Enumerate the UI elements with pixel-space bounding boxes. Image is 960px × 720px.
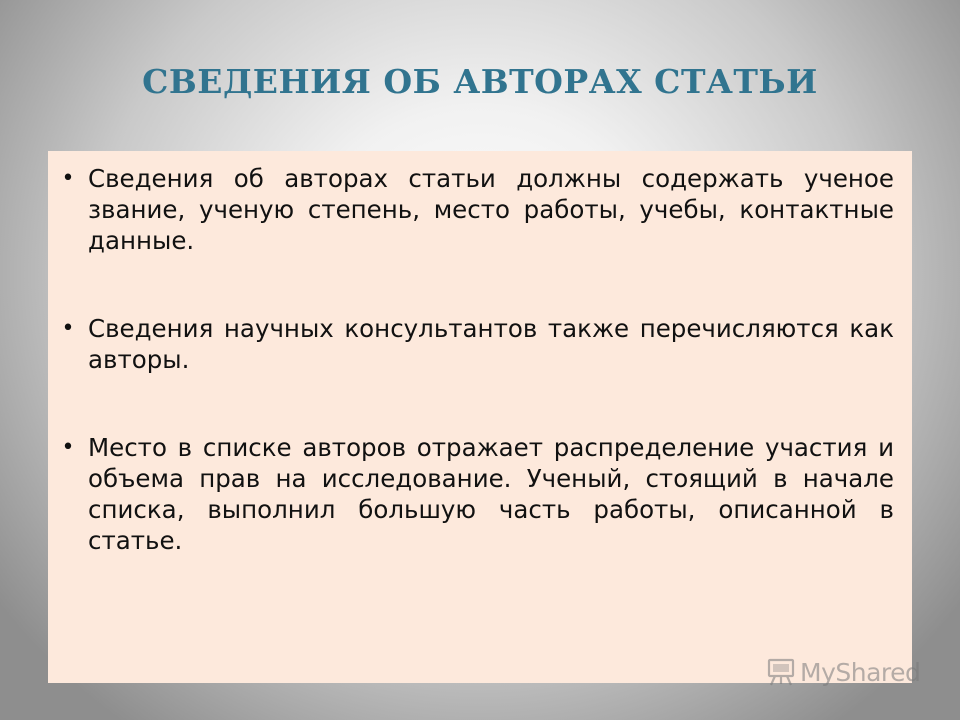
bullet-dot: • (61, 435, 75, 460)
bullet-dot: • (61, 316, 75, 341)
bullet-list (61, 163, 894, 556)
bullet-item (61, 313, 894, 375)
slide-title: СВЕДЕНИЯ ОБ АВТОРАХ СТАТЬИ (142, 62, 818, 101)
bullet-text: Сведения научных консультантов также перечисляются как авторы. (88, 314, 894, 374)
watermark (766, 655, 920, 689)
bullet-dot: • (61, 166, 75, 191)
bullet-text: Сведения об авторах статьи должны содержать ученое звание, ученую степень, место работы, учебы, контактные данные. (88, 164, 894, 255)
bullet-text: Место в списке авторов отражает распределение участия и объема прав на исследование. Ученый, стоящий в начале списка, выполнил большую часть работы, описанной в статье. (88, 433, 894, 555)
presentation-board-icon (766, 658, 796, 686)
watermark-text: MyShared (800, 657, 921, 687)
bullet-item (61, 163, 894, 256)
content-box (48, 151, 912, 683)
bullet-item (61, 432, 894, 556)
